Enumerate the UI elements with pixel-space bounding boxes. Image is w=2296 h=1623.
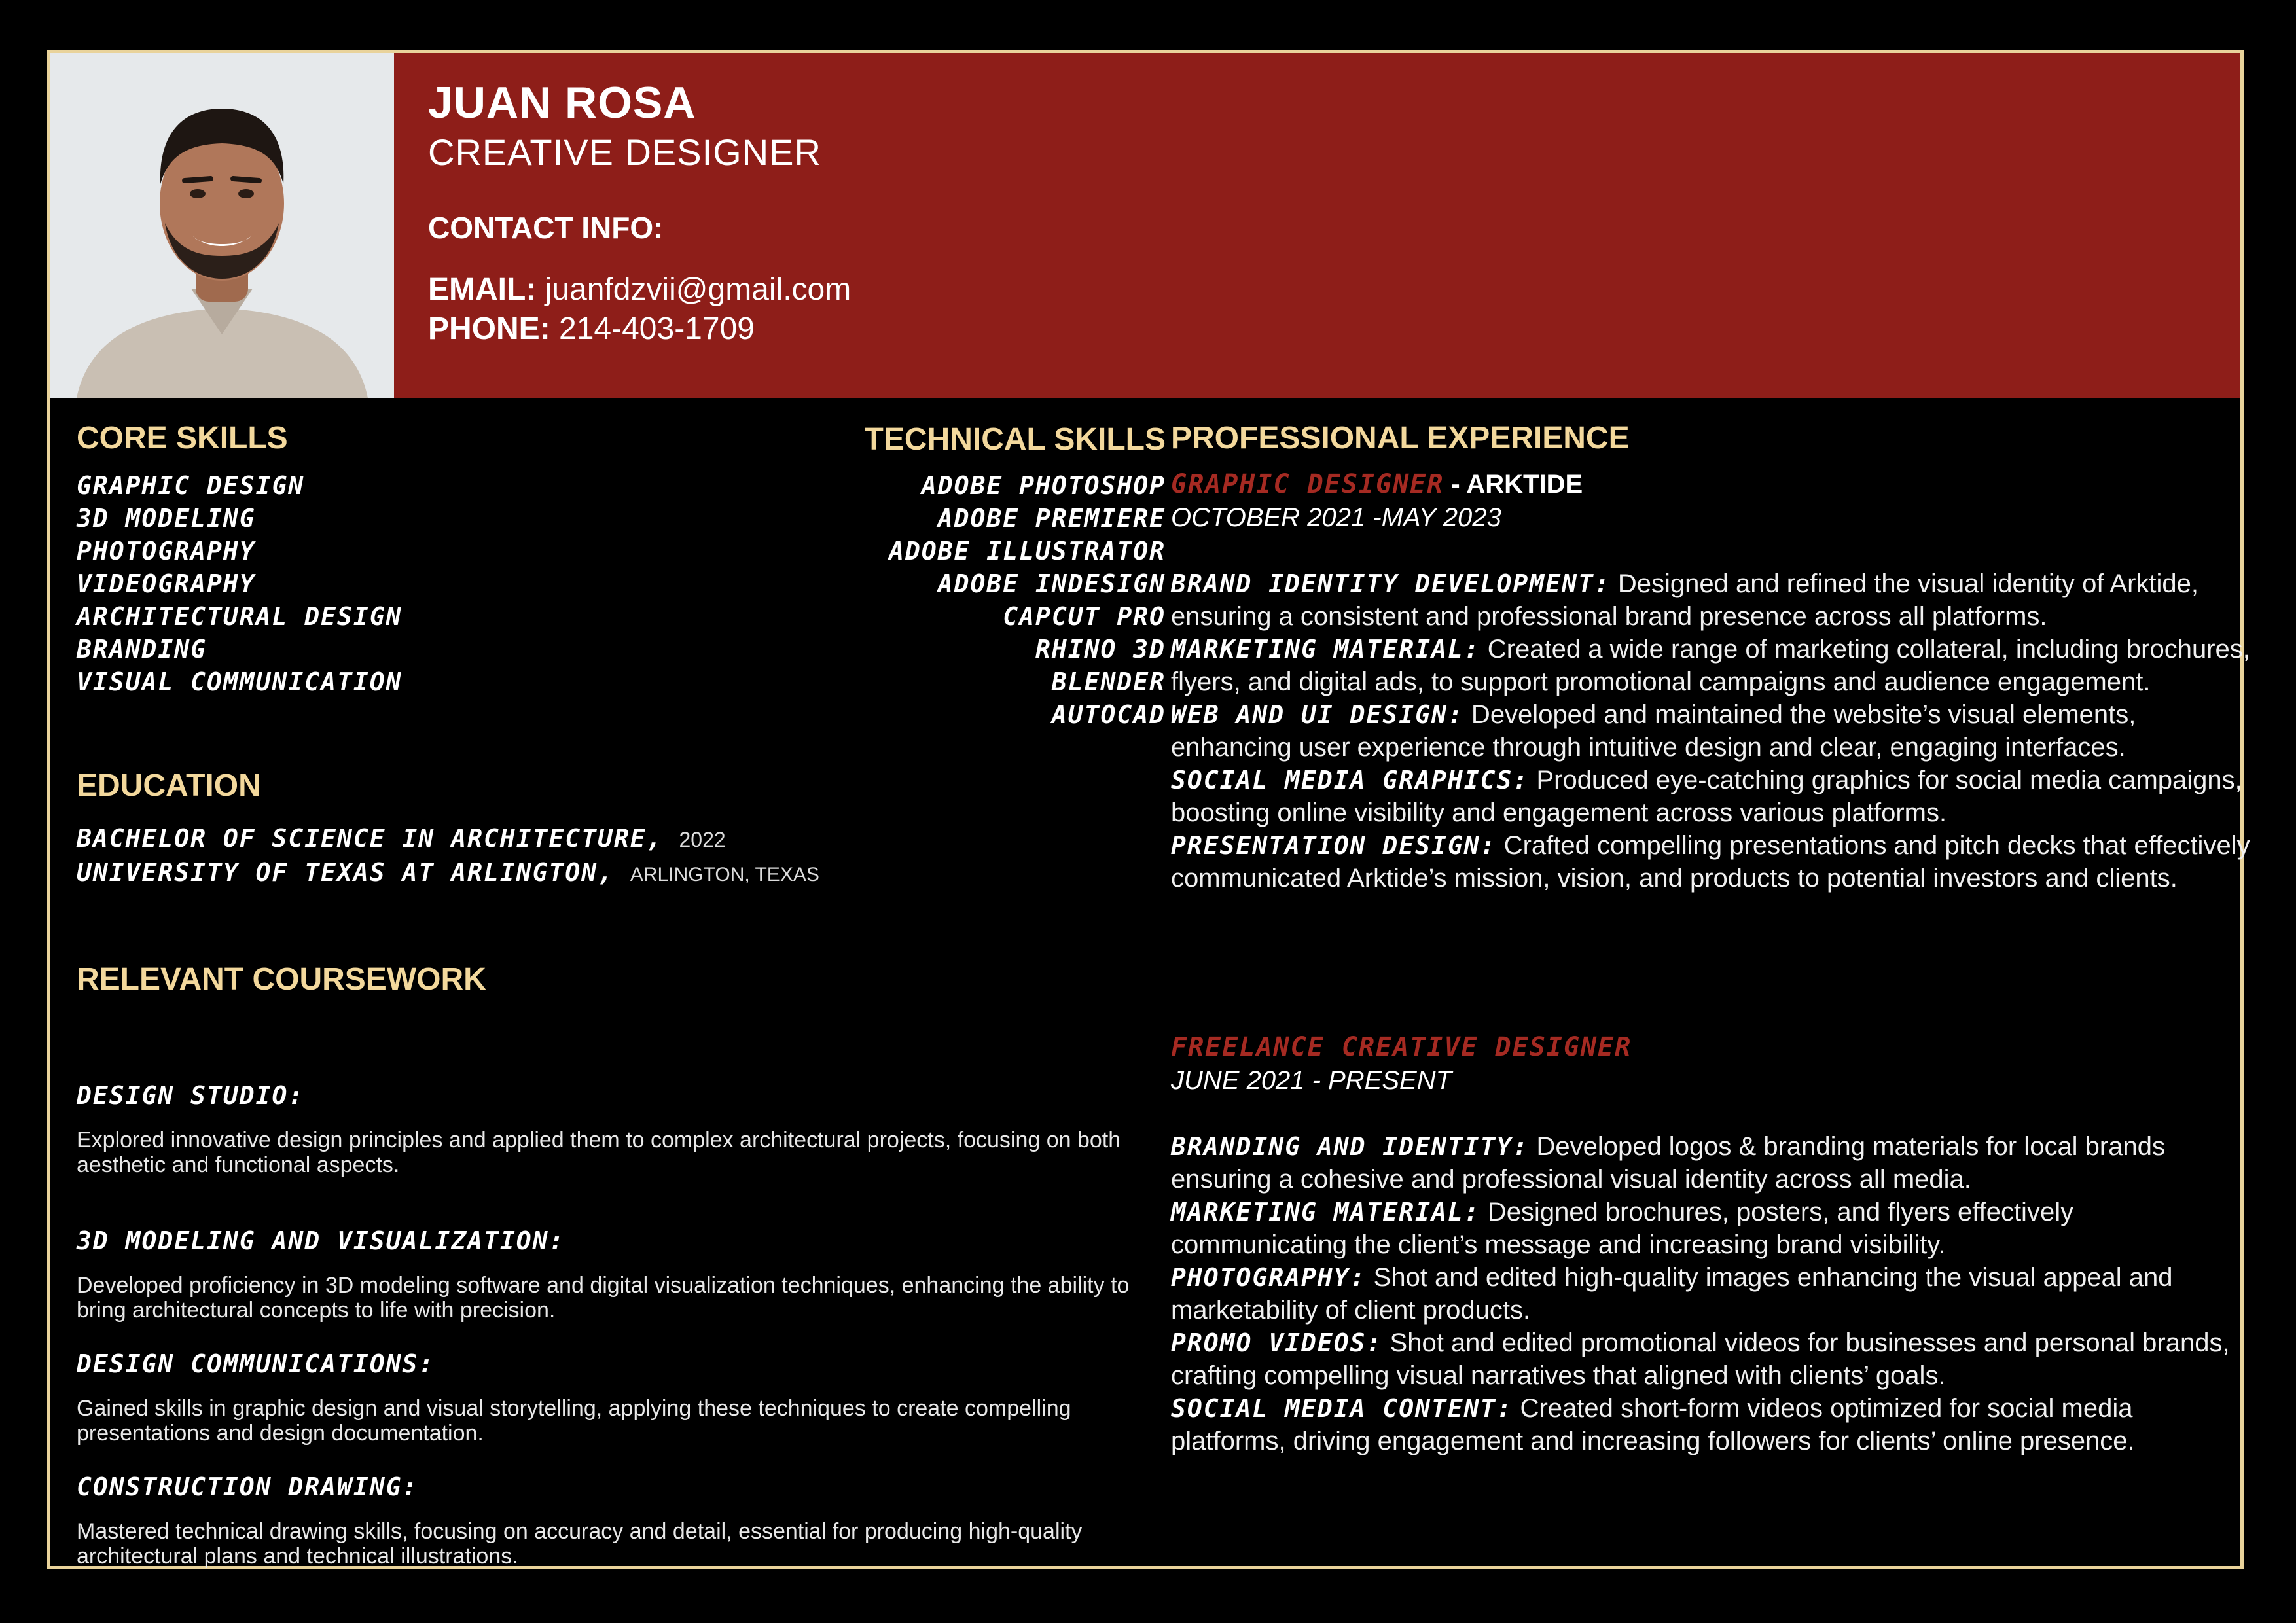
bullet-label: BRANDING AND IDENTITY:: [1171, 1132, 1530, 1161]
bullet-text: Developed logos & branding materials for local brands ensuring a cohesive and professional visual identity across all media.: [1171, 1132, 2165, 1194]
bullet-label: SOCIAL MEDIA CONTENT:: [1171, 1394, 1513, 1423]
bullet-text: Produced eye-catching graphics for social media campaigns, boosting online visibility and engagement across various platforms.: [1171, 766, 2242, 827]
email-value[interactable]: juanfdzvii@gmail.com: [545, 272, 852, 307]
core-skill-item: GRAPHIC DESIGN: [77, 471, 305, 500]
technical-skill-item: AUTOCAD: [1051, 700, 1166, 729]
core-skill-item: VIDEOGRAPHY: [77, 569, 256, 598]
course-title: CONSTRUCTION DRAWING:: [77, 1472, 419, 1501]
profile-photo: [50, 53, 394, 398]
job-role: FREELANCE CREATIVE DESIGNER: [1171, 1032, 1632, 1062]
course-description: Gained skills in graphic design and visual storytelling, applying these techniques to create compelling presentations and design documentation.: [77, 1396, 1071, 1446]
education-block: [77, 822, 819, 891]
course-description: Explored innovative design principles and applied them to complex architectural projects, focusing on both aesthetic and functional aspects.: [77, 1128, 1121, 1177]
bullet-label: MARKETING MATERIAL:: [1171, 635, 1480, 664]
course-title: 3D MODELING AND VISUALIZATION:: [77, 1226, 565, 1255]
core-skills-list: [77, 469, 403, 698]
phone-line: [428, 310, 851, 349]
course-item: [77, 1224, 1157, 1323]
person-name: JUAN ROSA: [428, 78, 696, 128]
education-degree: BACHELOR OF SCIENCE IN ARCHITECTURE,: [77, 824, 663, 853]
education-title: EDUCATION: [77, 768, 261, 803]
technical-skill-item: BLENDER: [1051, 668, 1166, 696]
bullet-text: Crafted compelling presentations and pitch decks that effectively communicated Arktide’s mission, vision, and products to potential investors and clients.: [1171, 831, 2250, 893]
technical-skill-item: ADOBE INDESIGN: [937, 569, 1166, 598]
experience-title: PROFESSIONAL EXPERIENCE: [1171, 421, 1630, 455]
job-bullet: [1171, 1130, 2251, 1196]
bullet-text: Shot and edited promotional videos for businesses and personal brands, crafting compelling visual narratives that aligned with clients’ goals.: [1171, 1329, 2230, 1390]
job-bullet: [1171, 1261, 2251, 1327]
header-banner: [50, 53, 2240, 398]
education-degree-line: [77, 822, 819, 856]
course-description: Mastered technical drawing skills, focusing on accuracy and detail, essential for producing high-quality architectural plans and technical illustrations.: [77, 1519, 1083, 1569]
bullet-text: Created a wide range of marketing collateral, including brochures, flyers, and digital ads, to support promotional campaigns and audience engagement.: [1171, 635, 2250, 696]
bullet-label: MARKETING MATERIAL:: [1171, 1198, 1480, 1226]
bullet-label: PRESENTATION DESIGN:: [1171, 831, 1497, 860]
core-skill-item: BRANDING: [77, 635, 207, 664]
bullet-label: PROMO VIDEOS:: [1171, 1329, 1383, 1357]
technical-skill-item: CAPCUT PRO: [1003, 602, 1166, 631]
bullet-label: BRAND IDENTITY DEVELOPMENT:: [1171, 569, 1611, 598]
job-entry: [1171, 1031, 2251, 1457]
job-company: ARKTIDE: [1466, 470, 1583, 499]
job-bullet: [1171, 567, 2251, 633]
technical-skills-title: TECHNICAL SKILLS: [864, 422, 1166, 457]
core-skill-item: PHOTOGRAPHY: [77, 537, 256, 565]
core-skills-title: CORE SKILLS: [77, 421, 288, 455]
bullet-label: PHOTOGRAPHY:: [1171, 1263, 1367, 1292]
course-item: [77, 1079, 1157, 1177]
technical-skill-item: RHINO 3D: [1035, 635, 1166, 664]
course-item: [77, 1471, 1157, 1569]
education-year: 2022: [679, 828, 726, 851]
bullet-label: SOCIAL MEDIA GRAPHICS:: [1171, 766, 1530, 794]
job-bullet: [1171, 829, 2251, 895]
job-separator: -: [1444, 470, 1467, 499]
education-school: UNIVERSITY OF TEXAS AT ARLINGTON,: [77, 858, 614, 887]
bullet-text: Designed and refined the visual identity of Arktide, ensuring a consistent and professional brand presence across all platforms.: [1171, 569, 2199, 631]
course-description: Developed proficiency in 3D modeling software and digital visualization techniques, enhancing the ability to bring architectural concepts to life with precision.: [77, 1273, 1130, 1323]
header-info: [428, 80, 851, 349]
job-title-line: [1171, 468, 2251, 501]
resume-frame: [47, 50, 2250, 1569]
job-bullets: [1171, 1130, 2251, 1457]
technical-skill-item: ADOBE PHOTOSHOP: [921, 471, 1166, 500]
job-bullet: [1171, 1392, 2251, 1457]
email-label: EMAIL:: [428, 272, 537, 307]
education-school-line: [77, 856, 819, 891]
person-role: CREATIVE DESIGNER: [428, 132, 821, 173]
bullet-text: Developed and maintained the website’s visual elements, enhancing user experience through intuitive design and clear, engaging interfaces.: [1171, 700, 2136, 762]
technical-skill-item: ADOBE ILLUSTRATOR: [889, 537, 1166, 565]
contact-heading: CONTACT INFO:: [428, 211, 664, 245]
bullet-text: Designed brochures, posters, and flyers effectively communicating the client’s message and increasing brand visibility.: [1171, 1198, 2074, 1259]
course-item: [77, 1347, 1157, 1446]
job-bullet: [1171, 1327, 2251, 1392]
technical-skills-list: [889, 469, 1166, 731]
contact-block: [428, 270, 851, 349]
bullet-text: Created short-form videos optimized for social media platforms, driving engagement and increasing followers for clients’ online presence.: [1171, 1394, 2135, 1455]
bullet-text: Shot and edited high-quality images enhancing the visual appeal and marketability of client products.: [1171, 1263, 2173, 1325]
course-title: DESIGN STUDIO:: [77, 1081, 305, 1110]
core-skill-item: ARCHITECTURAL DESIGN: [77, 602, 403, 631]
core-skill-item: VISUAL COMMUNICATION: [77, 668, 403, 696]
job-role: GRAPHIC DESIGNER: [1171, 469, 1444, 499]
job-bullets: [1171, 567, 2251, 895]
job-entry: [1171, 468, 2251, 895]
phone-value[interactable]: 214-403-1709: [559, 312, 755, 346]
job-bullet: [1171, 1196, 2251, 1261]
phone-label: PHONE:: [428, 312, 550, 346]
technical-skill-item: ADOBE PREMIERE: [937, 504, 1166, 533]
job-dates: JUNE 2021 - PRESENT: [1171, 1066, 1452, 1095]
core-skill-item: 3D MODELING: [77, 504, 256, 533]
job-bullet: [1171, 764, 2251, 829]
course-title: DESIGN COMMUNICATIONS:: [77, 1349, 435, 1378]
job-title-line: [1171, 1031, 2251, 1063]
education-location: ARLINGTON, TEXAS: [630, 864, 819, 885]
bullet-label: WEB AND UI DESIGN:: [1171, 700, 1464, 729]
coursework-title: RELEVANT COURSEWORK: [77, 962, 486, 997]
job-bullet: [1171, 698, 2251, 764]
email-line: [428, 270, 851, 310]
job-dates: OCTOBER 2021 -MAY 2023: [1171, 503, 1501, 532]
job-bullet: [1171, 633, 2251, 698]
